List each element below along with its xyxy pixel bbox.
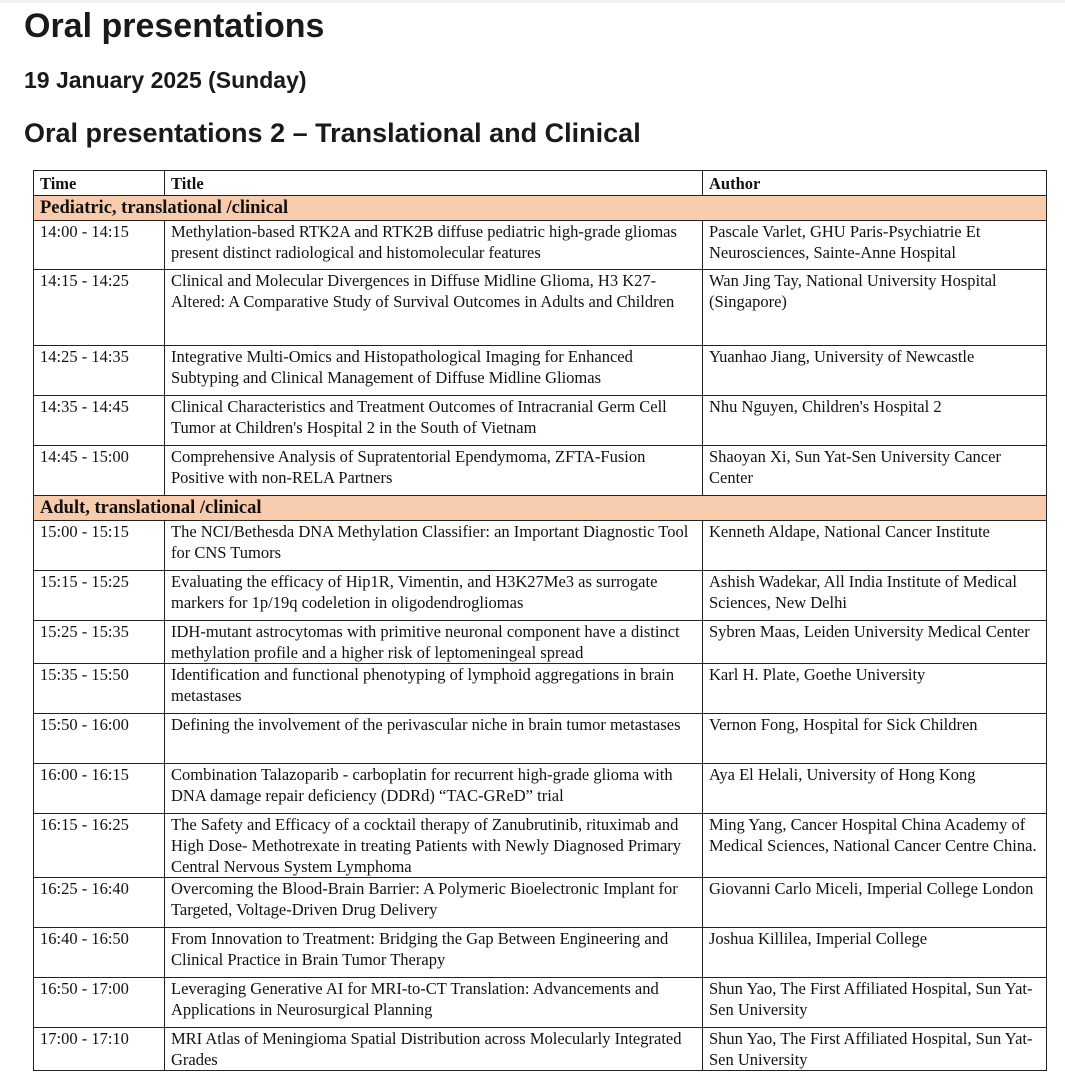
title-cell: Integrative Multi-Omics and Histopathological Imaging for Enhanced Subtyping and Clinical Management of Diffuse Midline Gliomas bbox=[165, 346, 703, 396]
time-cell: 14:45 - 15:00 bbox=[34, 446, 165, 496]
table-row bbox=[34, 878, 1047, 928]
table-row bbox=[34, 346, 1047, 396]
title-cell: Comprehensive Analysis of Supratentorial Ependymoma, ZFTA-Fusion Positive with non-RELA Partners bbox=[165, 446, 703, 496]
title-cell: Identification and functional phenotyping of lymphoid aggregations in brain metastases bbox=[165, 664, 703, 714]
author-cell: Joshua Killilea, Imperial College bbox=[703, 928, 1047, 978]
table-row bbox=[34, 978, 1047, 1028]
author-cell: Vernon Fong, Hospital for Sick Children bbox=[703, 714, 1047, 764]
section-label: Adult, translational /clinical bbox=[34, 496, 1047, 521]
author-cell: Ashish Wadekar, All India Institute of Medical Sciences, New Delhi bbox=[703, 571, 1047, 621]
time-cell: 15:50 - 16:00 bbox=[34, 714, 165, 764]
time-cell: 16:40 - 16:50 bbox=[34, 928, 165, 978]
title-cell: The NCI/Bethesda DNA Methylation Classifier: an Important Diagnostic Tool for CNS Tumors bbox=[165, 521, 703, 571]
title-cell: Overcoming the Blood-Brain Barrier: A Polymeric Bioelectronic Implant for Targeted, Voltage-Driven Drug Delivery bbox=[165, 878, 703, 928]
header-time: Time bbox=[34, 171, 165, 196]
title-cell: Clinical and Molecular Divergences in Diffuse Midline Glioma, H3 K27-Altered: A Comparative Study of Survival Outcomes in Adults and Children bbox=[165, 270, 703, 346]
table-row bbox=[34, 396, 1047, 446]
author-cell: Yuanhao Jiang, University of Newcastle bbox=[703, 346, 1047, 396]
time-cell: 16:50 - 17:00 bbox=[34, 978, 165, 1028]
title-cell: Evaluating the efficacy of Hip1R, Vimentin, and H3K27Me3 as surrogate markers for 1p/19q codeletion in oligodendrogliomas bbox=[165, 571, 703, 621]
table-row bbox=[34, 764, 1047, 814]
page-title: Oral presentations bbox=[24, 7, 325, 45]
author-cell: Shun Yao, The First Affiliated Hospital, Sun Yat-Sen University bbox=[703, 978, 1047, 1028]
title-cell: Defining the involvement of the perivascular niche in brain tumor metastases bbox=[165, 714, 703, 764]
time-cell: 17:00 - 17:10 bbox=[34, 1028, 165, 1071]
table-row bbox=[34, 621, 1047, 664]
time-cell: 15:15 - 15:25 bbox=[34, 571, 165, 621]
time-cell: 16:00 - 16:15 bbox=[34, 764, 165, 814]
author-cell: Shun Yao, The First Affiliated Hospital, Sun Yat-Sen University bbox=[703, 1028, 1047, 1071]
author-cell: Shaoyan Xi, Sun Yat-Sen University Cancer Center bbox=[703, 446, 1047, 496]
time-cell: 14:00 - 14:15 bbox=[34, 221, 165, 270]
session-date: 19 January 2025 (Sunday) bbox=[24, 67, 307, 93]
title-cell: From Innovation to Treatment: Bridging the Gap Between Engineering and Clinical Practice in Brain Tumor Therapy bbox=[165, 928, 703, 978]
author-cell: Giovanni Carlo Miceli, Imperial College London bbox=[703, 878, 1047, 928]
time-cell: 16:25 - 16:40 bbox=[34, 878, 165, 928]
time-cell: 14:15 - 14:25 bbox=[34, 270, 165, 346]
table-row bbox=[34, 521, 1047, 571]
table-row bbox=[34, 664, 1047, 714]
section-row bbox=[34, 496, 1047, 521]
top-edge bbox=[0, 0, 1065, 3]
table-row bbox=[34, 270, 1047, 346]
title-cell: Methylation-based RTK2A and RTK2B diffuse pediatric high-grade gliomas present distinct radiological and histomolecular features bbox=[165, 221, 703, 270]
author-cell: Ming Yang, Cancer Hospital China Academy of Medical Sciences, National Cancer Centre China. bbox=[703, 814, 1047, 878]
section-label: Pediatric, translational /clinical bbox=[34, 196, 1047, 221]
time-cell: 15:25 - 15:35 bbox=[34, 621, 165, 664]
title-cell: Clinical Characteristics and Treatment Outcomes of Intracranial Germ Cell Tumor at Children's Hospital 2 in the South of Vietnam bbox=[165, 396, 703, 446]
author-cell: Karl H. Plate, Goethe University bbox=[703, 664, 1047, 714]
author-cell: Kenneth Aldape, National Cancer Institute bbox=[703, 521, 1047, 571]
time-cell: 15:35 - 15:50 bbox=[34, 664, 165, 714]
author-cell: Wan Jing Tay, National University Hospital (Singapore) bbox=[703, 270, 1047, 346]
table-row bbox=[34, 446, 1047, 496]
table-row bbox=[34, 928, 1047, 978]
table-row bbox=[34, 714, 1047, 764]
author-cell: Pascale Varlet, GHU Paris-Psychiatrie Et Neurosciences, Sainte-Anne Hospital bbox=[703, 221, 1047, 270]
time-cell: 16:15 - 16:25 bbox=[34, 814, 165, 878]
title-cell: Leveraging Generative AI for MRI-to-CT Translation: Advancements and Applications in Neurosurgical Planning bbox=[165, 978, 703, 1028]
title-cell: MRI Atlas of Meningioma Spatial Distribution across Molecularly Integrated Grades bbox=[165, 1028, 703, 1071]
author-cell: Aya El Helali, University of Hong Kong bbox=[703, 764, 1047, 814]
table-row bbox=[34, 1028, 1047, 1071]
header-title: Title bbox=[165, 171, 703, 196]
title-cell: IDH-mutant astrocytomas with primitive neuronal component have a distinct methylation profile and a higher risk of leptomeningeal spread bbox=[165, 621, 703, 664]
table-row bbox=[34, 814, 1047, 878]
header-row bbox=[34, 171, 1047, 196]
schedule-table bbox=[33, 170, 1047, 1071]
time-cell: 14:25 - 14:35 bbox=[34, 346, 165, 396]
title-cell: Combination Talazoparib - carboplatin for recurrent high-grade glioma with DNA damage repair deficiency (DDRd) “TAC-GReD” trial bbox=[165, 764, 703, 814]
author-cell: Sybren Maas, Leiden University Medical Center bbox=[703, 621, 1047, 664]
author-cell: Nhu Nguyen, Children's Hospital 2 bbox=[703, 396, 1047, 446]
session-title: Oral presentations 2 – Translational and Clinical bbox=[24, 118, 641, 148]
time-cell: 14:35 - 14:45 bbox=[34, 396, 165, 446]
header-author: Author bbox=[703, 171, 1047, 196]
time-cell: 15:00 - 15:15 bbox=[34, 521, 165, 571]
title-cell: The Safety and Efficacy of a cocktail therapy of Zanubrutinib, rituximab and High Dose- Methotrexate in treating Patients with Newly Diagnosed Primary Central Nervous System Lymphoma bbox=[165, 814, 703, 878]
table-row bbox=[34, 571, 1047, 621]
table-row bbox=[34, 221, 1047, 270]
section-row bbox=[34, 196, 1047, 221]
